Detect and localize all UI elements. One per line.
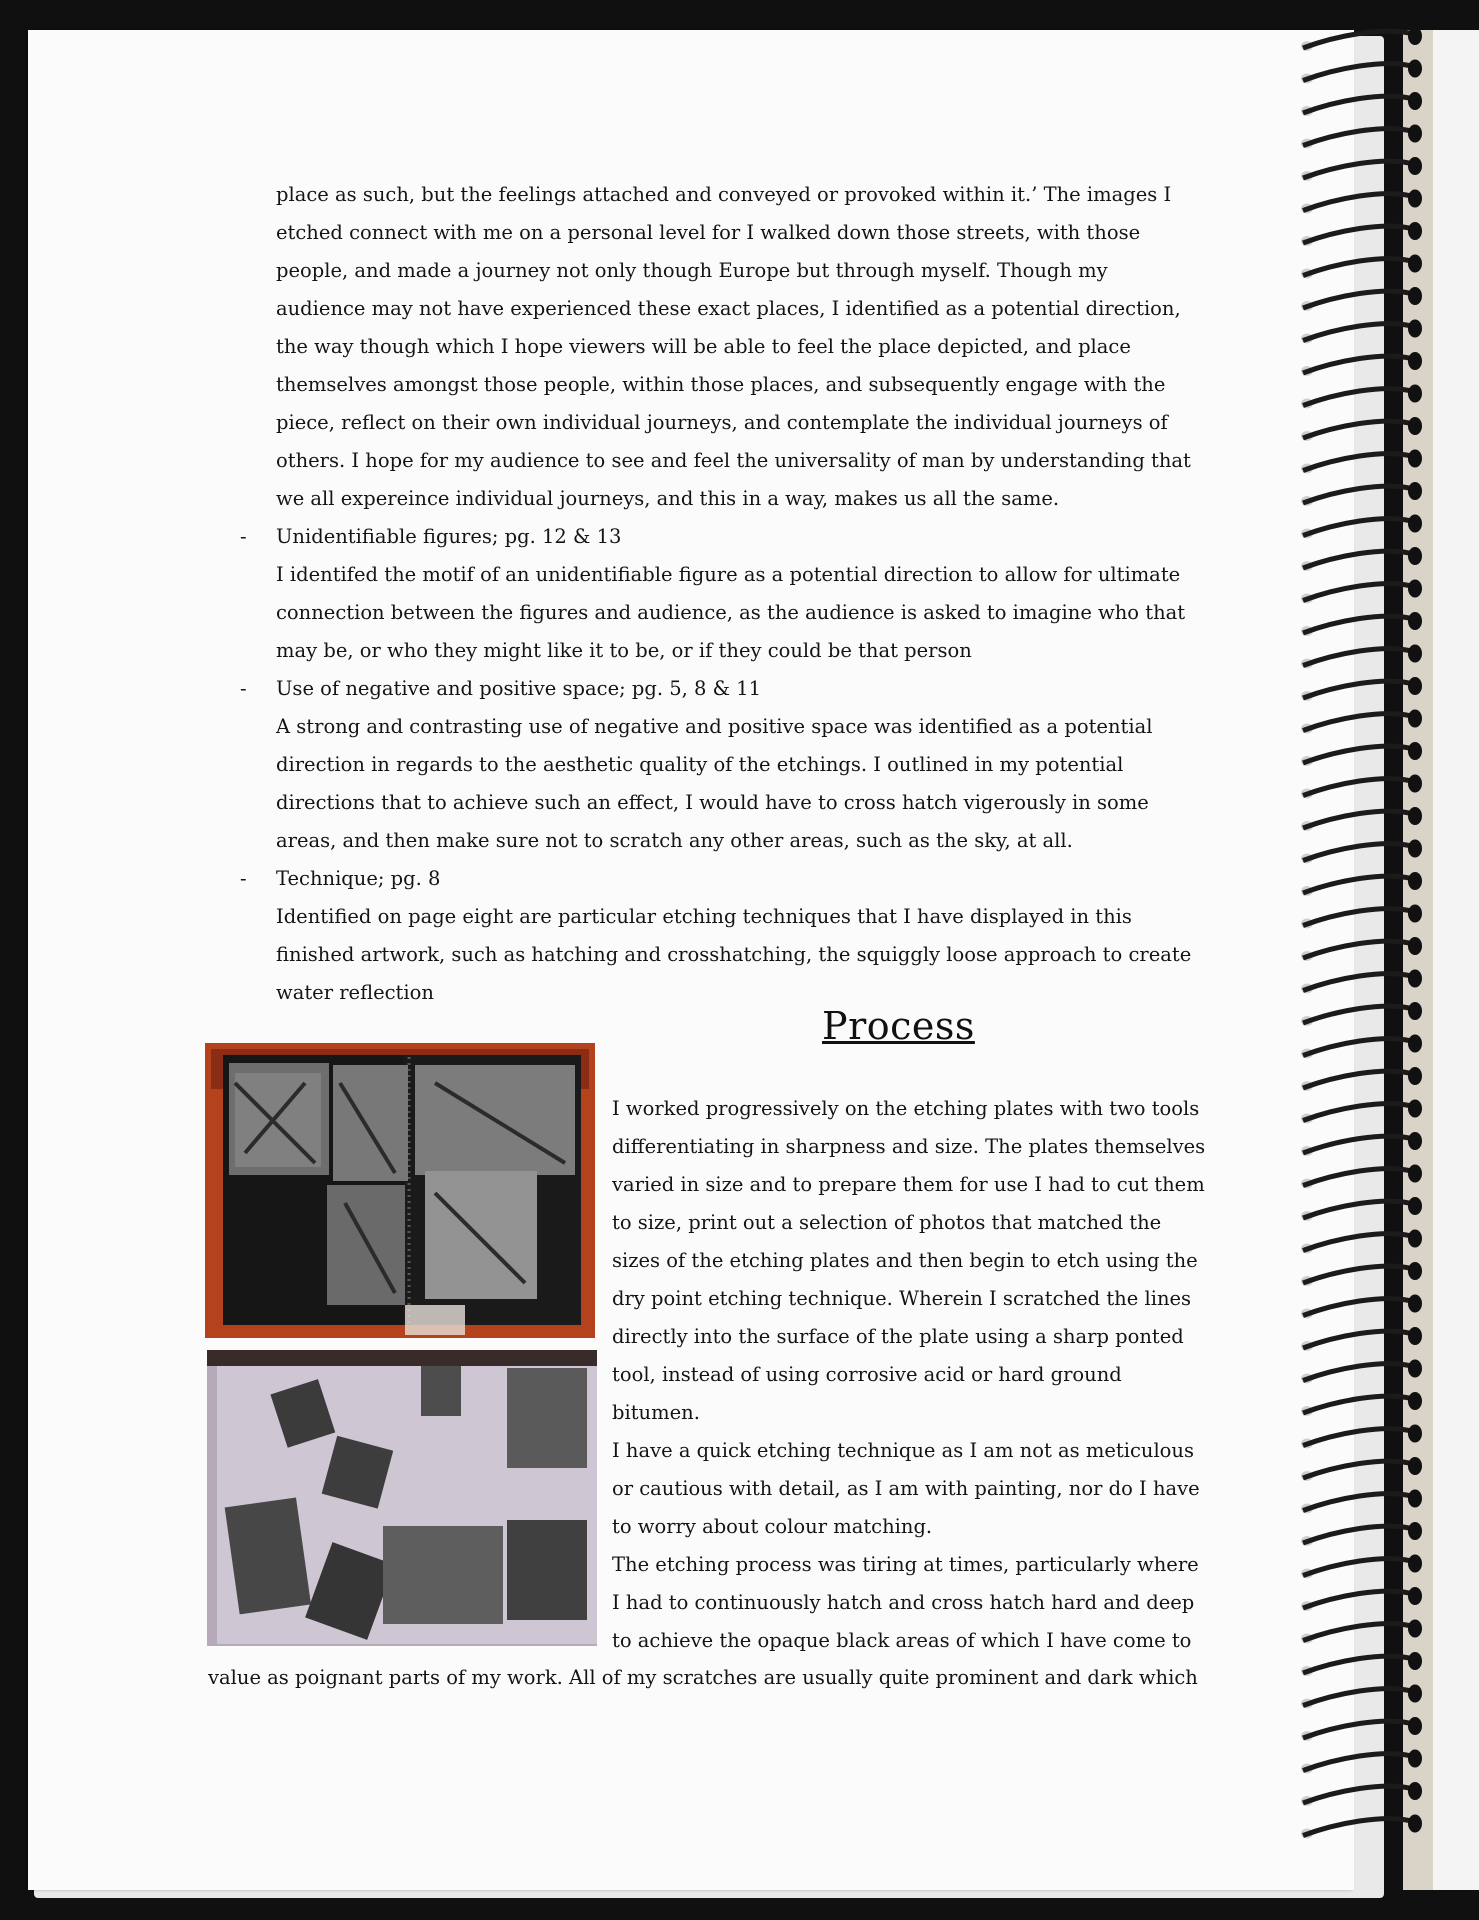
binding-coil — [1303, 974, 1413, 991]
binding-coil — [1303, 1006, 1413, 1023]
binding-coil-end — [1408, 1587, 1422, 1605]
binding-coil — [1303, 454, 1413, 471]
binding-coil-end — [1408, 775, 1422, 793]
process-heading: Process — [822, 1004, 975, 1048]
list-item-body: I identifed the motif of an unidentifiable figure as a potential direction to allow for ultimate connection between the figures and audience, as the audience is asked to imagine who that may be, or who they might like it to be, or if they could be that person — [276, 563, 1186, 662]
binding-coil — [1303, 746, 1413, 763]
binding-coil — [1303, 1429, 1413, 1446]
binding-coil — [1303, 551, 1413, 568]
list-item-body: A strong and contrasting use of negative and positive space was identified as a potential direction in regards to the aesthetic quality of the etchings. I outlined in my potential directions that to achieve such an effect, I would have to cross hatch vigerously in some areas, and then make sure not to scratch any other areas, such as the sky, at all. — [276, 715, 1153, 852]
binding-coil-end — [1408, 1262, 1422, 1280]
binding-coil-end — [1408, 1327, 1422, 1345]
binding-coil-end — [1408, 742, 1422, 760]
binding-coil — [1303, 31, 1413, 48]
binding-coil — [1303, 194, 1413, 211]
binding-coil — [1303, 389, 1413, 406]
spiral-binding — [1285, 20, 1445, 1870]
binding-coil — [1303, 96, 1413, 113]
binding-coil-end — [1408, 1035, 1422, 1053]
binding-coil-end — [1408, 125, 1422, 143]
list-item-body: Identified on page eight are particular etching techniques that I have displayed in this finished artwork, such as hatching and crosshatching, the squiggly loose approach to create water reflection — [276, 905, 1192, 1004]
binding-coil — [1303, 941, 1413, 958]
binding-coil — [1303, 616, 1413, 633]
process-paragraph: I have a quick etching technique as I am not as meticulous or cautious with detail, as I am with painting, nor do I have to worry about colour matching. — [612, 1439, 1200, 1538]
binding-coil — [1303, 1819, 1413, 1836]
binding-coil-end — [1408, 417, 1422, 435]
binding-coil — [1303, 129, 1413, 146]
binding-coil — [1303, 324, 1413, 341]
binding-coil-end — [1408, 190, 1422, 208]
binding-coil-end — [1408, 1815, 1422, 1833]
binding-coil — [1303, 1364, 1413, 1381]
binding-coil — [1303, 1136, 1413, 1153]
binding-coil-end — [1408, 1295, 1422, 1313]
body-text — [240, 176, 1196, 1012]
binding-coil — [1303, 876, 1413, 893]
binding-coil — [1303, 1591, 1413, 1608]
binding-coil-end — [1408, 1230, 1422, 1248]
binding-coil-end — [1408, 547, 1422, 565]
list-item — [240, 518, 1196, 670]
binding-coil-end — [1408, 1002, 1422, 1020]
binding-coil — [1303, 1721, 1413, 1738]
binding-coil — [1303, 779, 1413, 796]
binding-coil-end — [1408, 515, 1422, 533]
binding-coil-end — [1408, 905, 1422, 923]
binding-coil — [1303, 584, 1413, 601]
process-paragraph: The etching process was tiring at times, particularly where I had to continuously hatch and cross hatch hard and deep to achieve the opaque black areas of which I have come to — [612, 1553, 1199, 1652]
binding-coil — [1303, 714, 1413, 731]
binding-coil-end — [1408, 1132, 1422, 1150]
binding-coil-end — [1408, 1425, 1422, 1443]
binding-coil-end — [1408, 1067, 1422, 1085]
process-continuation-line: value as poignant parts of my work. All of my scratches are usually quite prominent and dark which — [208, 1666, 1198, 1689]
list-item-heading: Unidentifiable figures; pg. 12 & 13 — [276, 525, 622, 548]
binding-coil — [1303, 519, 1413, 536]
binding-coil — [1303, 1266, 1413, 1283]
binding-coil-end — [1408, 612, 1422, 630]
binding-coil-end — [1408, 1620, 1422, 1638]
binding-coil-end — [1408, 580, 1422, 598]
binding-coil — [1303, 226, 1413, 243]
binding-coil-end — [1408, 255, 1422, 273]
binding-coil-end — [1408, 320, 1422, 338]
binding-coil — [1303, 1494, 1413, 1511]
binding-coil-end — [1408, 1652, 1422, 1670]
binding-coil-end — [1408, 970, 1422, 988]
binding-coil-end — [1408, 1100, 1422, 1118]
binding-coil — [1303, 909, 1413, 926]
binding-coil-end — [1408, 1490, 1422, 1508]
binding-coil-end — [1408, 840, 1422, 858]
list-item — [240, 670, 1196, 860]
binding-coil-end — [1408, 1782, 1422, 1800]
binding-coil-end — [1408, 287, 1422, 305]
binding-coil-end — [1408, 677, 1422, 695]
binding-coil-end — [1408, 1197, 1422, 1215]
binding-coil-end — [1408, 92, 1422, 110]
binding-coil-end — [1408, 1360, 1422, 1378]
binding-coil — [1303, 1786, 1413, 1803]
binding-coil-end — [1408, 710, 1422, 728]
binding-coil — [1303, 1234, 1413, 1251]
binding-coil-end — [1408, 222, 1422, 240]
binding-coil — [1303, 291, 1413, 308]
binding-coil-end — [1408, 645, 1422, 663]
list-item-heading: Technique; pg. 8 — [276, 867, 441, 890]
binding-coil — [1303, 1689, 1413, 1706]
list-bullet: - — [240, 677, 247, 700]
binding-coil-end — [1408, 352, 1422, 370]
binding-coil — [1303, 1039, 1413, 1056]
intro-paragraph: place as such, but the feelings attached and conveyed or provoked within it.’ The images I etched connect with me on a personal level for I walked down those streets, with those people, and made a journey not only though Europe but through myself. Though my audience may not have experienced these exact places, I identified as a potential direction, the way though which I hope viewers will be able to feel the place depicted, and place themselves amongst those people, within those places, and subsequently engage with the piece, reflect on their own individual journeys, and contemplate the individual journeys of others. I hope for my audience to see and feel the universality of man by understanding that we all expereince individual journeys, and this in a way, makes us all the same. — [276, 183, 1191, 510]
binding-coil-end — [1408, 482, 1422, 500]
list-bullet: - — [240, 525, 247, 548]
binding-coil-end — [1408, 450, 1422, 468]
etchings-sketchbook-photo — [205, 1043, 595, 1338]
binding-coil-end — [1408, 1750, 1422, 1768]
binding-coil-end — [1408, 1555, 1422, 1573]
binding-coil-end — [1408, 872, 1422, 890]
binding-coil-end — [1408, 1685, 1422, 1703]
binding-coil-end — [1408, 157, 1422, 175]
binding-coil-end — [1408, 807, 1422, 825]
binding-coil — [1303, 421, 1413, 438]
binding-coil — [1303, 681, 1413, 698]
process-paragraph: I worked progressively on the etching plates with two tools differentiating in sharpness and size. The plates themselves varied in size and to prepare them for use I had to cut them to size, print out a selection of photos that matched the sizes of the etching plates and then begin to etch using the dry point etching technique. Wherein I scratched the lines directly into the surface of the plate using a sharp ponted tool, instead of using corrosive acid or hard ground bitumen. — [612, 1097, 1206, 1424]
list-item-heading: Use of negative and positive space; pg. 5, 8 & 11 — [276, 677, 762, 700]
binding-coil-end — [1408, 1522, 1422, 1540]
binding-coil — [1303, 1461, 1413, 1478]
etching-plates-photo — [207, 1350, 597, 1646]
binding-coil-end — [1408, 937, 1422, 955]
binding-coil — [1303, 1201, 1413, 1218]
binding-coil — [1303, 649, 1413, 666]
binding-coil — [1303, 1624, 1413, 1641]
binding-coil — [1303, 1104, 1413, 1121]
binding-coil — [1303, 811, 1413, 828]
binding-coil — [1303, 1754, 1413, 1771]
binding-coil — [1303, 486, 1413, 503]
binding-coil — [1303, 1331, 1413, 1348]
binding-coil — [1303, 1526, 1413, 1543]
binding-coil — [1303, 1299, 1413, 1316]
binding-coil-end — [1408, 60, 1422, 78]
binding-coil — [1303, 64, 1413, 81]
binding-coil — [1303, 1169, 1413, 1186]
binding-coil — [1303, 259, 1413, 276]
binding-coil — [1303, 356, 1413, 373]
binding-coil — [1303, 1559, 1413, 1576]
list-bullet: - — [240, 867, 247, 890]
binding-coil — [1303, 1656, 1413, 1673]
binding-coil — [1303, 1396, 1413, 1413]
binding-coil-end — [1408, 1717, 1422, 1735]
binding-coil-end — [1408, 27, 1422, 45]
binding-coil-end — [1408, 1392, 1422, 1410]
binding-coil-end — [1408, 1457, 1422, 1475]
binding-coil-end — [1408, 1165, 1422, 1183]
process-text — [612, 1090, 1212, 1660]
list-item — [240, 860, 1196, 1012]
binding-coil — [1303, 844, 1413, 861]
binding-coil — [1303, 1071, 1413, 1088]
binding-coil — [1303, 161, 1413, 178]
binding-coil-end — [1408, 385, 1422, 403]
